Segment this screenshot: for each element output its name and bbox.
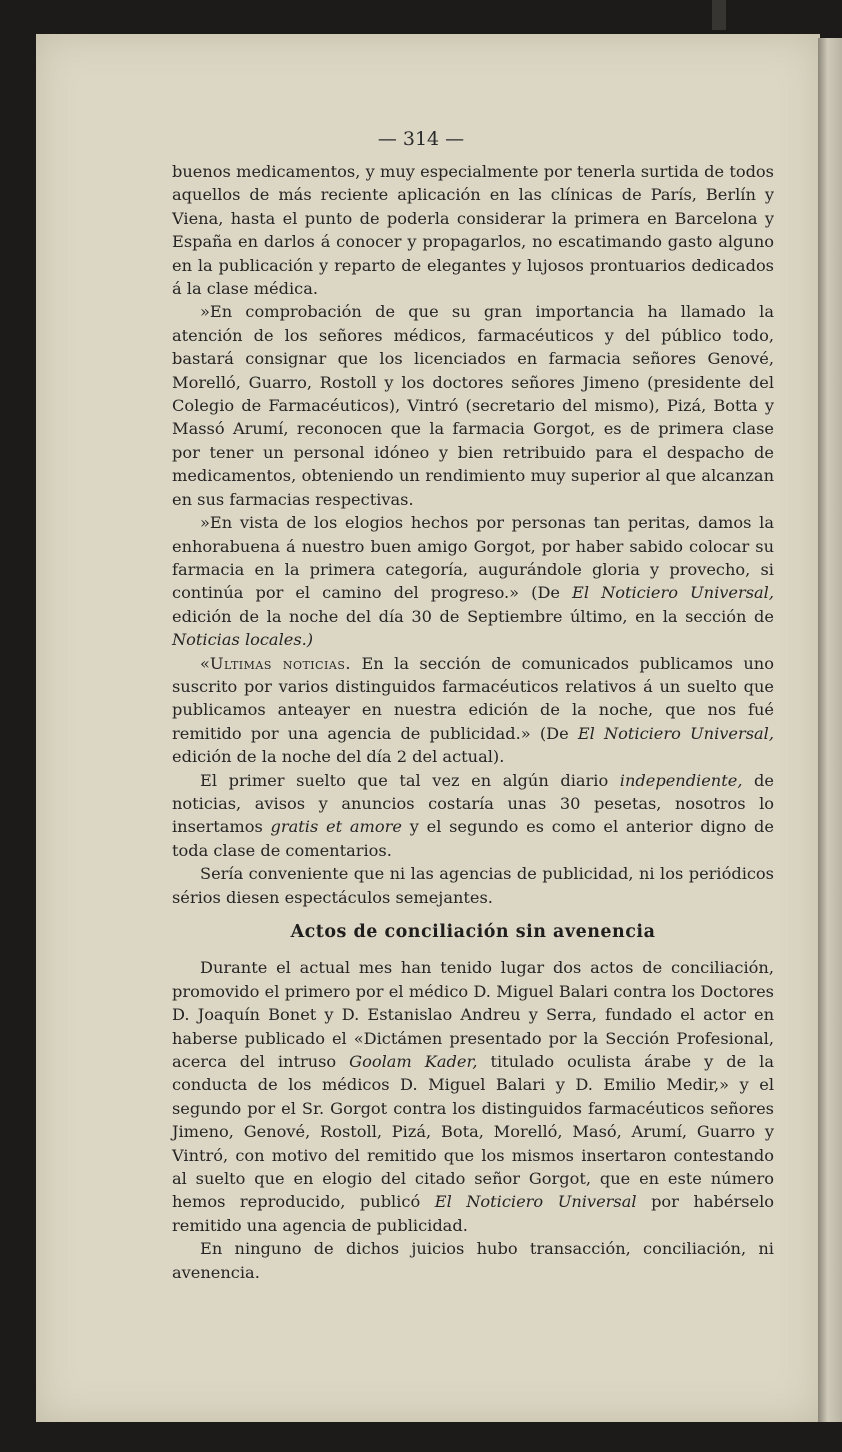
- text-run: El primer suelto que tal vez en algún diario: [200, 770, 620, 790]
- body-text: [172, 160, 774, 1284]
- newspaper-title: El Noticiero Universal,: [577, 723, 774, 743]
- paragraph-enhorabuena: [172, 511, 774, 651]
- section-heading: Actos de conciliación sin avenencia: [290, 922, 656, 942]
- newspaper-title: El Noticiero Universal: [434, 1192, 637, 1212]
- text-run: de noticias, avisos y anuncios costaría unas 30 pesetas, nosotros lo insertamos: [172, 770, 774, 837]
- text-run: y el segundo es como el anterior digno de toda clase de comentarios.: [172, 817, 774, 860]
- scan-edge-mark: [712, 0, 726, 30]
- emphasis: gratis et amore: [270, 817, 402, 837]
- paragraph-actos: [172, 956, 774, 1237]
- text-run: «: [200, 653, 210, 673]
- next-page-edge: [818, 38, 842, 1422]
- text-run: titulado oculista árabe y de la conducta de los médicos D. Miguel Balari y D. Emilio Medir,» y el segundo por el Sr. Gorgot contra los distinguidos farmacéuticos señores Jimeno, Genové, Rostoll, Pizá, Bota, Morelló, Masó, Arumí, Guarro y Vintró, con motivo del remitido que los mismos insertaron contestando al suelto que en elogio del citado señor Gorgot, que en este número hemos reproducido, publicó: [172, 1052, 774, 1212]
- emphasis: independiente,: [619, 770, 743, 790]
- newspaper-title: El Noticiero Universal,: [572, 583, 775, 603]
- text-run: Durante el actual mes han tenido lugar dos actos de conciliación, promovido el primero por el médico D. Miguel Balari contra los Doctores D. Joaquín Bonet y D. Estanislao Andreu y Serra, fundado el actor en haberse publicado el «Dictámen presentado por la Sección Profesional, acerca del intruso: [172, 958, 774, 1072]
- paragraph-conveniente: Sería conveniente que ni las agencias de publicidad, ni los periódicos sérios diesen espectáculos semejantes.: [172, 864, 774, 907]
- text-run: edición de la noche del día 30 de Septiembre último, en la sección de: [172, 606, 774, 626]
- text-run: En la sección de comunicados publicamos uno suscrito por varios distinguidos farmacéuticos relativos á un suelto que publicamos anteayer en nuestra edición de la noche, que nos fué remitido por una agencia de publicidad.» (De: [172, 653, 774, 743]
- paragraph-comprobacion: »En comprobación de que su gran importancia ha llamado la atención de los señores médicos, farmacéuticos y del público todo, bastará consignar que los licenciados en farmacia señores Genové, Morelló, Guarro, Rostoll y los doctores señores Jimeno (presidente del Colegio de Farmacéuticos), Vintró (secretario del mismo), Pizá, Botta y Massó Arumí, reconocen que la farmacia Gorgot, es de primera clase por tener un personal idóneo y bien retribuido para el despacho de medicamentos, obteniendo un rendimiento muy superior al que alcanzan en sus farmacias respectivas.: [172, 302, 774, 509]
- text-run: por habérselo remitido una agencia de publicidad.: [172, 1192, 775, 1235]
- person-name: Goolam Kader,: [349, 1052, 478, 1072]
- text-run: edición de la noche del día 2 del actual).: [172, 747, 505, 767]
- paragraph-ultimas-noticias: [172, 652, 774, 769]
- page-number: — 314 —: [377, 128, 465, 150]
- paragraph-continuation: buenos medicamentos, y muy especialmente por tenerla surtida de todos aquellos de más reciente aplicación en las clínicas de París, Berlín y Viena, hasta el punto de poderla considerar la primera en Barcelona y España en darlos á conocer y propagarlos, no escatimando gasto alguno en la publicación y reparto de elegantes y lujosos prontuarios dedicados á la clase médica.: [172, 162, 774, 299]
- section-name: Noticias locales.): [172, 630, 314, 650]
- section-name: Ultimas noticias.: [209, 653, 352, 673]
- paragraph-primer-suelto: [172, 769, 774, 863]
- text-run: »En vista de los elogios hechos por personas tan peritas, damos la enhorabuena á nuestro buen amigo Gorgot, por haber sabido colocar su farmacia en la primera categoría, augurándole gloria y provecho, si continúa por el camino del progreso.» (De: [172, 513, 774, 603]
- paragraph-juicios: En ninguno de dichos juicios hubo transacción, conciliación, ni avenencia.: [172, 1239, 774, 1282]
